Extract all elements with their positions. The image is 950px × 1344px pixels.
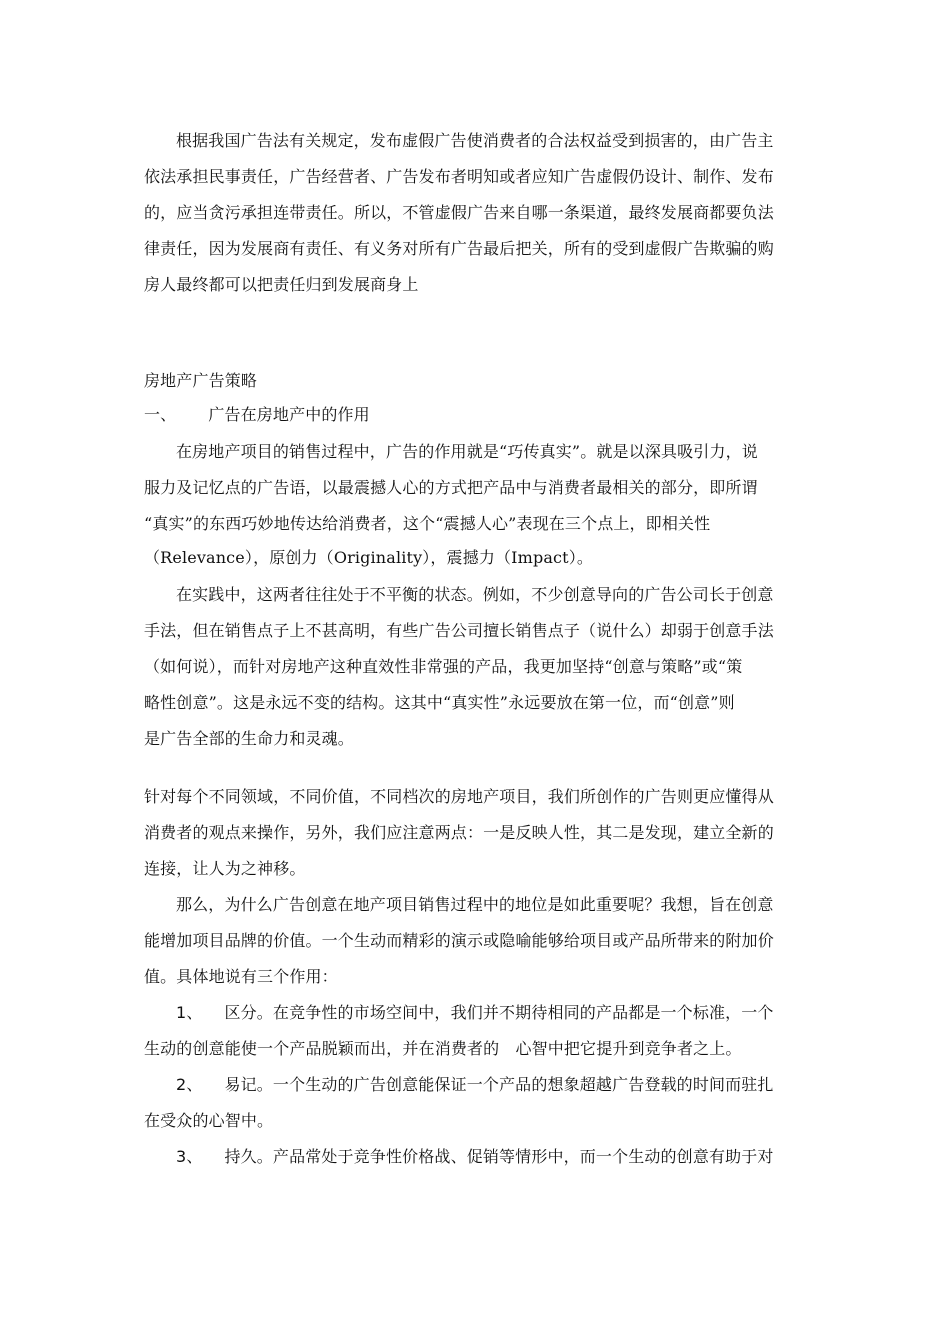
list-item-3 [176,1147,774,1167]
paragraph-4-line-3: 连接，让人为之神移。 [144,859,306,878]
paragraph-5-line-2: 能增加项目品牌的价值。一个生动而精彩的演示或隐喻能够给项目或产品所带来的附加价 [144,931,774,950]
list-item-2-number: 2、 [176,1075,203,1094]
section-title: 房地产广告策略 [144,371,258,390]
list-item-2 [176,1075,774,1095]
list-item-1-number: 1、 [176,1003,203,1022]
paragraph-4-line-2: 消费者的观点来操作，另外，我们应注意两点：一是反映人性，其二是发现，建立全新的 [144,823,774,842]
paragraph-5-line-1: 那么，为什么广告创意在地产项目销售过程中的地位是如此重要呢？我想，旨在创意 [176,895,774,914]
list-item-3-text: 持久。产品常处于竞争性价格战、促销等情形中，而一个生动的创意有助于对 [224,1147,774,1166]
paragraph-2-line-3: “真实”的东西巧妙地传达给消费者，这个“震撼人心”表现在三个点上，即相关性 [144,514,711,533]
list-item-2-text: 易记。一个生动的广告创意能保证一个产品的想象超越广告登载的时间而驻扎 [224,1075,774,1094]
paragraph-2-line-1: 在房地产项目的销售过程中，广告的作用就是“巧传真实”。就是以深具吸引力，说 [176,442,758,461]
paragraph-3-line-3: （如何说），而针对房地产这种直效性非常强的产品，我更加坚持“创意与策略”或“策 [144,657,743,676]
paragraph-5-line-3: 值。具体地说有三个作用： [144,967,338,986]
list-item-3-number: 3、 [176,1147,203,1166]
paragraph-4-line-1: 针对每个不同领域，不同价值，不同档次的房地产项目，我们所创作的广告则更应懂得从 [144,787,774,806]
paragraph-1-line-1: 根据我国广告法有关规定，发布虚假广告使消费者的合法权益受到损害的，由广告主 [176,131,774,150]
list-item-2-continuation: 在受众的心智中。 [144,1111,274,1130]
paragraph-3-line-2: 手法，但在销售点子上不甚高明，有些广告公司擅长销售点子（说什么）却弱于创意手法 [144,621,774,640]
heading-1 [144,405,370,425]
paragraph-1-line-5: 房人最终都可以把责任归到发展商身上 [144,275,419,294]
paragraph-1-line-3: 的，应当贪污承担连带责任。所以，不管虚假广告来自哪一条渠道，最终发展商都要负法 [144,203,774,222]
paragraph-3-line-1: 在实践中，这两者往往处于不平衡的状态。例如，不少创意导向的广告公司长于创意 [176,585,774,604]
paragraph-3-line-5: 是广告全部的生命力和灵魂。 [144,729,354,748]
list-item-1-text: 区分。在竞争性的市场空间中，我们并不期待相同的产品都是一个标准，一个 [224,1003,774,1022]
paragraph-2-line-4: （Relevance），原创力（Originality），震撼力（Impact）。 [144,548,594,567]
list-item-1-continuation: 生动的创意能使一个产品脱颖而出，并在消费者的 心智中把它提升到竞争者之上。 [144,1039,742,1058]
heading-1-text: 广告在房地产中的作用 [208,405,370,424]
paragraph-2-line-2: 服力及记忆点的广告语，以最震撼人心的方式把产品中与消费者最相关的部分，即所谓 [144,478,758,497]
heading-1-number: 一、 [144,405,177,424]
list-item-1 [176,1003,774,1023]
paragraph-1-line-2: 依法承担民事责任，广告经营者、广告发布者明知或者应知广告虚假仍设计、制作、发布 [144,167,774,186]
paragraph-1-line-4: 律责任，因为发展商有责任、有义务对所有广告最后把关，所有的受到虚假广告欺骗的购 [144,239,774,258]
paragraph-3-line-4: 略性创意”。这是永远不变的结构。这其中“真实性”永远要放在第一位，而“创意”则 [144,693,735,712]
